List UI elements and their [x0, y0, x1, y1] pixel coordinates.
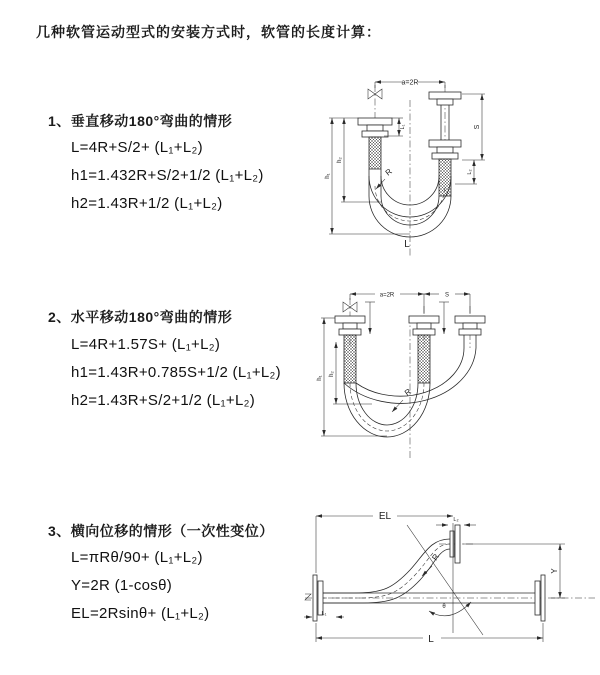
axis-break-mark: [305, 594, 311, 600]
dim-l-label: L: [428, 634, 434, 645]
section-2-formula-l: L=4R+1.57S+ (L₁+L₂): [71, 336, 221, 353]
dim-l2-label: L₂: [467, 169, 473, 175]
diagram-horizontal-180-bend: [312, 286, 504, 464]
dim-h1-label: h₁: [325, 173, 331, 179]
section-1-formula-h1: h1=1.432R+S/2+1/2 (L₁+L₂): [71, 167, 264, 184]
section-3-formula-el: EL=2Rsinθ+ (L₁+L₂): [71, 605, 210, 622]
section-3-formula-l: L=πRθ/90+ (L₁+L₂): [71, 549, 203, 566]
section-1-formula-l: L=4R+S/2+ (L₁+L₂): [71, 139, 203, 156]
dim-a2r-label: a=2R: [401, 79, 419, 87]
radius-leader: [422, 566, 432, 576]
section-1-heading: 1、垂直移动180°弯曲的情形: [48, 113, 233, 129]
dim-l2-label: L₂: [453, 517, 459, 523]
left-flange: [358, 118, 392, 137]
dim-l2: [455, 160, 477, 184]
radius-label: R: [402, 386, 413, 398]
braided-hose-right: [439, 159, 451, 196]
length-label: L: [404, 239, 410, 250]
right-flange-mid: [429, 140, 461, 159]
angle-label: θ: [442, 604, 446, 610]
dim-a2r: [350, 294, 470, 314]
section-2-formula-h2: h2=1.43R+S/2+1/2 (L₁+L₂): [71, 392, 256, 409]
dim-s-label: S: [474, 124, 481, 130]
dim-y-label: Y: [550, 568, 559, 574]
dim-a2r-label: a=2R: [379, 292, 395, 299]
dim-el-label: EL: [378, 511, 392, 522]
section-2-heading: 2、水平移动180°弯曲的情形: [48, 309, 233, 325]
section-3-heading: 3、横向位移的情形（一次性变位）: [48, 523, 274, 539]
radius-leader: [392, 400, 403, 412]
dim-s-label: S: [444, 292, 450, 299]
right-flange: [455, 316, 485, 335]
right-flange-lower: [535, 575, 545, 621]
left-flange: [335, 316, 365, 335]
dim-h2-label: h₂: [337, 157, 343, 163]
dim-h1-label: h₁: [317, 375, 323, 381]
middle-flange: [409, 316, 439, 335]
radius-label: R: [383, 166, 394, 178]
section-2-formula-h1: h1=1.43R+0.785S+1/2 (L₁+L₂): [71, 364, 281, 381]
radius-label: R: [430, 552, 441, 563]
construction-diagonal: [407, 525, 483, 635]
section-1-formula-h2: h2=1.43R+1/2 (L₁+L₂): [71, 195, 223, 212]
braided-hose-left: [344, 335, 356, 383]
hose-s-curve: [323, 539, 450, 603]
diagram-lateral-displacement: [303, 505, 600, 650]
section-3-formula-y: Y=2R (1-cosθ): [71, 577, 173, 594]
right-flange-top: [429, 92, 461, 105]
hose-centerline: [323, 544, 450, 598]
dim-h2-label: h₂: [329, 371, 335, 377]
dim-l1-label: L₁: [321, 611, 327, 617]
diagram-vertical-180-bend: [318, 72, 496, 260]
dim-l1-label: L₁: [400, 124, 406, 130]
right-flange-upper: [450, 525, 460, 563]
braided-hose-middle: [418, 335, 430, 383]
braided-hose-left: [369, 137, 381, 169]
page-title: 几种软管运动型式的安装方式时，软管的长度计算：: [36, 24, 381, 40]
